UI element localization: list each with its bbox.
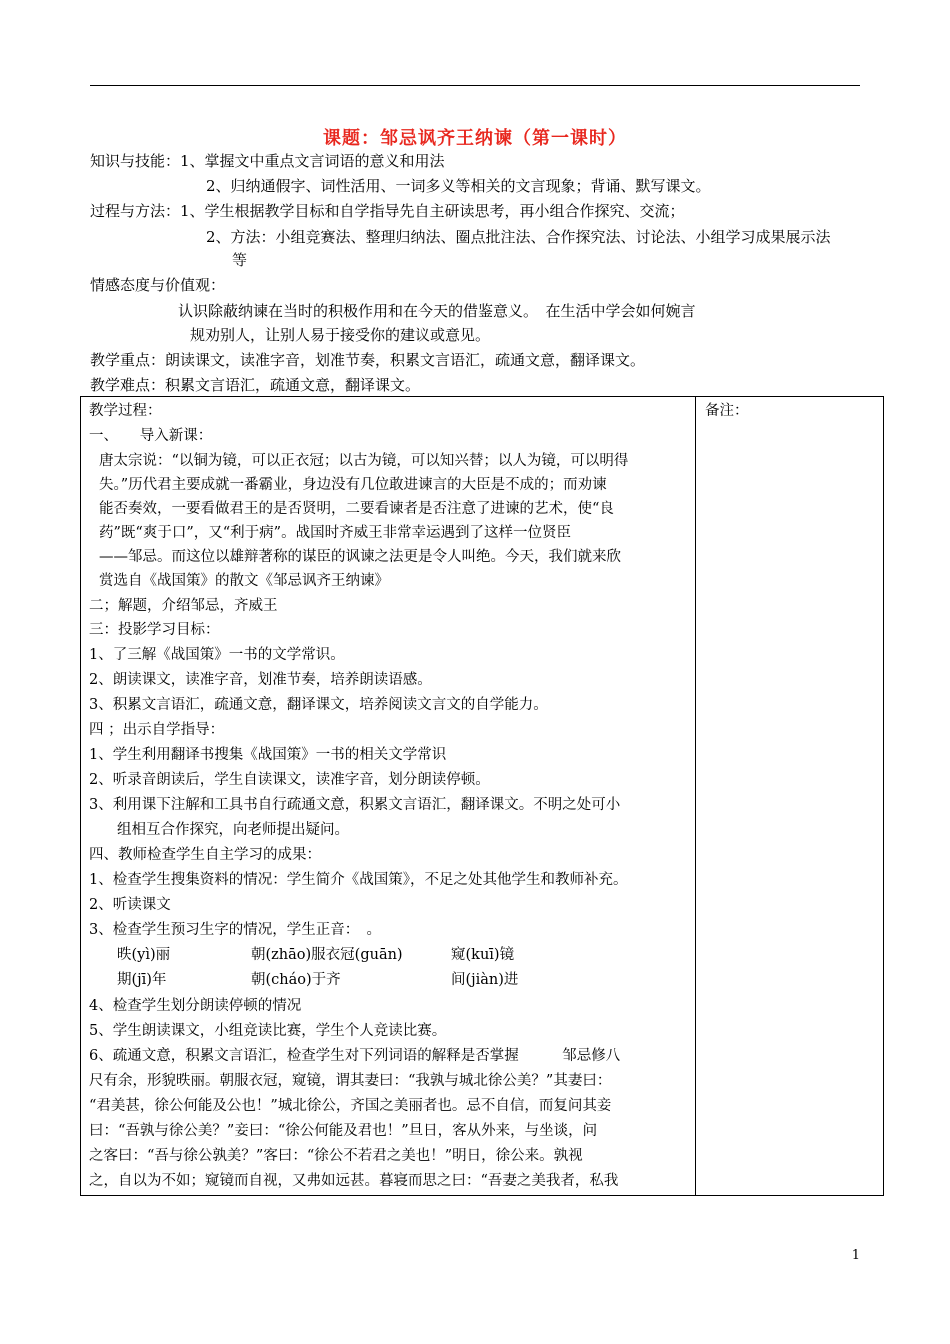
process-line: 之客曰：“吾与徐公孰美？”客曰：“徐公不若君之美也！”明日，徐公来。孰视: [89, 1148, 583, 1164]
objective-line: 知识与技能：1、掌握文中重点文言词语的意义和用法: [90, 152, 445, 170]
process-line: 3、检查学生预习生字的情况，学生正音： 。: [89, 922, 381, 938]
teaching-focus: 教学重点：朗读课文，读准字音，划准节奏，积累文言语汇，疏通文意，翻译课文。: [90, 351, 646, 369]
process-line: 2、听读课文: [89, 897, 171, 913]
process-line: 4、检查学生划分朗读停顿的情况: [89, 998, 302, 1014]
process-line: 教学过程：: [89, 403, 162, 419]
process-line: 药”既“爽于口”，又“利于病”。战国时齐威王非常幸运遇到了这样一位贤臣: [99, 525, 572, 541]
process-line: 3、利用课下注解和工具书自行疏通文意，积累文言语汇，翻译课文。不明之处可小: [89, 797, 621, 813]
process-line: 能否奏效，一要看做君王的是否贤明，二要看谏者是否注意了进谏的艺术，使“良: [99, 501, 614, 517]
process-line: 2、听录音朗读后，学生自读课文，读准字音，划分朗读停顿。: [89, 772, 490, 788]
process-line: 四、教师检查学生自主学习的成果：: [89, 847, 321, 863]
process-line: ——邹忌。而这位以雄辩著称的谋臣的讽谏之法更是令人叫绝。今天，我们就来欣: [99, 549, 621, 565]
objective-line: 2、方法：小组竞赛法、整理归纳法、圈点批注法、合作探究法、讨论法、小组学习成果展示法: [206, 228, 831, 246]
process-line: 1、了三解《战国策》一书的文学常识。: [89, 647, 345, 663]
objective-line: 规劝别人，让别人易于接受你的建议或意见。: [190, 326, 491, 344]
page-title: 课题：邹忌讽齐王纳谏（第一课时）: [323, 128, 627, 149]
pinyin-item: 朝(zhāo)服衣冠(guān): [251, 947, 403, 963]
process-line: 二；解题，介绍邹忌，齐威王: [89, 598, 278, 614]
objective-line: 情感态度与价值观：: [90, 276, 226, 294]
notes-header: 备注：: [705, 403, 749, 419]
pinyin-item: 期(jī)年: [117, 972, 167, 988]
process-line: 唐太宗说：“以铜为镜，可以正衣冠；以古为镜，可以知兴替；以人为镜，可以明得: [99, 453, 629, 469]
process-line: 3、积累文言语汇，疏通文意，翻译课文，培养阅读文言文的自学能力。: [89, 697, 548, 713]
process-line: 之，自以为不如；窥镜而自视，又弗如远甚。暮寝而思之曰：“吾妻之美我者，私我: [89, 1173, 619, 1189]
process-line: “君美甚，徐公何能及公也！”城北徐公，齐国之美丽者也。忌不自信，而复问其妾: [89, 1098, 612, 1114]
objective-line: 过程与方法：1、学生根据教学目标和自学指导先自主研读思考，再小组合作探究、交流；: [90, 202, 685, 220]
process-line: 尺有余，形貌昳丽。朝服衣冠，窥镜，谓其妻曰：“我孰与城北徐公美？”其妻曰：: [89, 1073, 612, 1089]
header-rule: [90, 85, 860, 86]
objective-line: 认识除蔽纳谏在当时的积极作用和在今天的借鉴意义。 在生活中学会如何婉言: [178, 302, 696, 320]
process-line: 一、 导入新课：: [89, 428, 213, 444]
teaching-difficulty: 教学难点：积累文言语汇，疏通文意，翻译课文。: [90, 376, 421, 394]
table-divider: [695, 397, 696, 1195]
page-number: 1: [851, 1248, 860, 1263]
process-line: 失。”历代君主要成就一番霸业，身边没有几位敢进谏言的大臣是不成的；而劝谏: [99, 477, 607, 493]
process-line: 6、疏通文意，积累文言语汇，检查学生对下列词语的解释是否掌握 邹忌修八: [89, 1048, 621, 1064]
objective-line: 2、归纳通假字、词性活用、一词多义等相关的文言现象；背诵、默写课文。: [206, 177, 711, 195]
process-line: 1、学生利用翻译书搜集《战国策》一书的相关文学常识: [89, 747, 447, 763]
objective-line: 等: [232, 251, 248, 269]
pinyin-item: 昳(yì)丽: [117, 947, 171, 963]
process-line: 5、学生朗读课文，小组竞读比赛，学生个人竞读比赛。: [89, 1023, 447, 1039]
process-line: 四 ；出示自学指导：: [89, 722, 225, 738]
pinyin-item: 朝(cháo)于齐: [251, 972, 341, 988]
process-line: 三：投影学习目标：: [89, 622, 220, 638]
lesson-table: [80, 396, 884, 1196]
pinyin-item: 间(jiàn)进: [451, 972, 519, 988]
process-line: 1、检查学生搜集资料的情况：学生简介《战国策》，不足之处其他学生和教师补充。: [89, 872, 628, 888]
process-line: 2、朗读课文，读准字音，划准节奏，培养朗读语感。: [89, 672, 432, 688]
process-line: 赏选自《战国策》的散文《邹忌讽齐王纳谏》: [99, 573, 389, 589]
pinyin-item: 窥(kuī)镜: [451, 947, 515, 963]
process-line: 曰：“吾孰与徐公美？”妾曰：“徐公何能及君也！”旦日，客从外来，与坐谈，问: [89, 1123, 598, 1139]
process-line: 组相互合作探究，向老师提出疑问。: [117, 822, 349, 838]
